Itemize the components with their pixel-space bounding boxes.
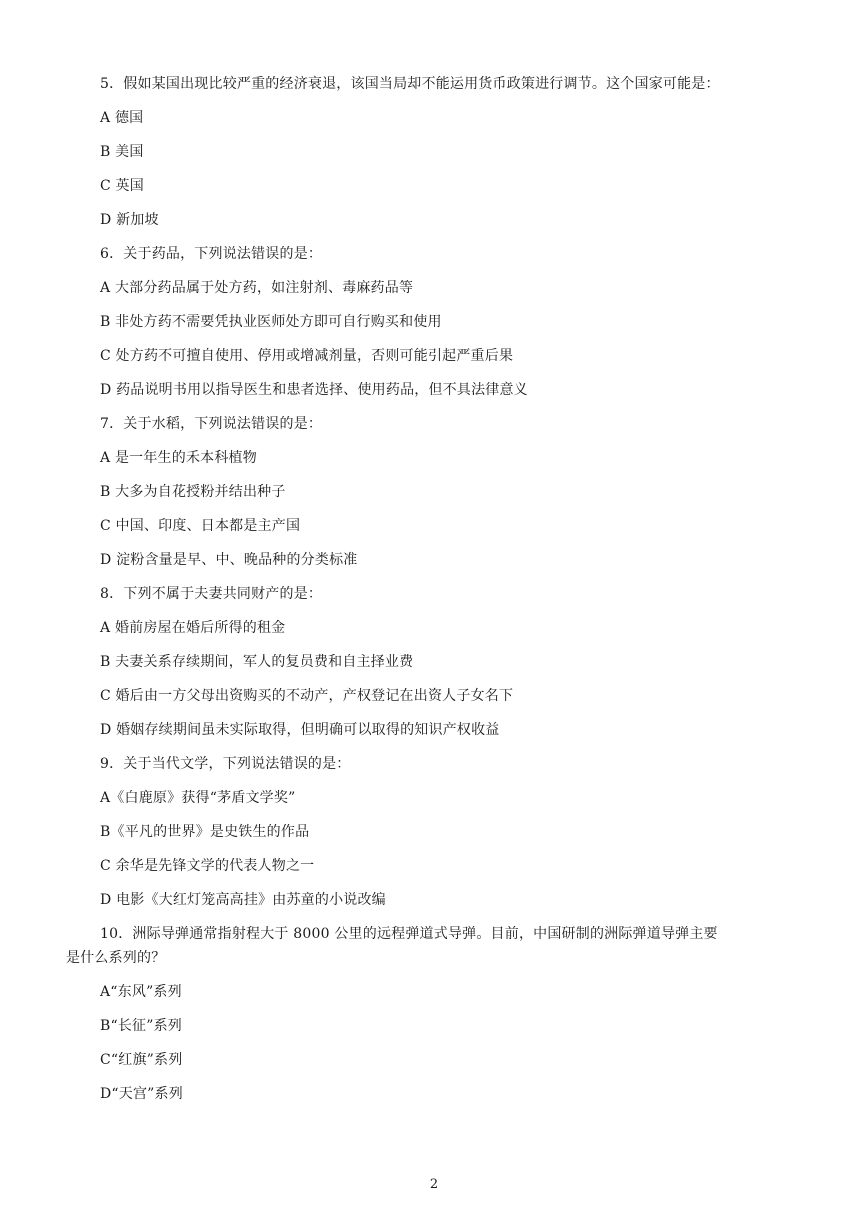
option-c: C 英国	[100, 178, 144, 194]
option-d: D“天宫”系列	[100, 1086, 183, 1102]
option-b: B 夫妻关系存续期间，军人的复员费和自主择业费	[100, 654, 414, 670]
option-b: B 非处方药不需要凭执业医师处方即可自行购买和使用	[100, 314, 442, 330]
question-7	[66, 412, 726, 572]
option-c: C 余华是先锋文学的代表人物之一	[100, 858, 315, 874]
option-c: C“红旗”系列	[100, 1052, 183, 1068]
option-b: B 大多为自花授粉并结出种子	[100, 484, 286, 500]
option-b: B《平凡的世界》是史铁生的作品	[100, 824, 310, 840]
question-stem: 9．关于当代文学，下列说法错误的是：	[100, 756, 351, 772]
option-c: C 中国、印度、日本都是主产国	[100, 518, 301, 534]
question-8	[66, 582, 726, 742]
question-10	[66, 922, 726, 1106]
question-list	[66, 72, 726, 1106]
option-a: A 是一年生的禾本科植物	[100, 450, 257, 466]
question-stem: 5．假如某国出现比较严重的经济衰退，该国当局却不能运用货币政策进行调节。这个国家可能是：	[100, 76, 720, 92]
option-d: D 药品说明书用以指导医生和患者选择、使用药品，但不具法律意义	[100, 382, 528, 398]
page-number: 2	[429, 1177, 439, 1192]
question-stem: 6．关于药品，下列说法错误的是：	[100, 246, 323, 262]
option-b: B“长征”系列	[100, 1018, 183, 1034]
question-9	[66, 752, 726, 912]
question-stem: 10．洲际导弹通常指射程大于 8000 公里的远程弹道式导弹。目前，中国研制的洲际弹道导弹主要是什么系列的？	[66, 926, 718, 966]
option-c: C 婚后由一方父母出资购买的不动产，产权登记在出资人子女名下	[100, 688, 514, 704]
question-stem: 8．下列不属于夫妻共同财产的是：	[100, 586, 323, 602]
question-stem: 7．关于水稻，下列说法错误的是：	[100, 416, 323, 432]
option-d: D 新加坡	[100, 212, 159, 228]
option-a: A 大部分药品属于处方药，如注射剂、毒麻药品等	[100, 280, 414, 296]
question-6	[66, 242, 726, 402]
option-a: A 德国	[100, 110, 144, 126]
option-b: B 美国	[100, 144, 144, 160]
option-c: C 处方药不可擅自使用、停用或增减剂量，否则可能引起严重后果	[100, 348, 514, 364]
option-a: A“东风”系列	[100, 984, 182, 1000]
option-a: A 婚前房屋在婚后所得的租金	[100, 620, 286, 636]
option-d: D 淀粉含量是早、中、晚品种的分类标准	[100, 552, 358, 568]
question-5	[66, 72, 726, 232]
option-d: D 电影《大红灯笼高高挂》由苏童的小说改编	[100, 892, 386, 908]
option-a: A《白鹿原》获得“茅盾文学奖”	[100, 790, 296, 806]
option-d: D 婚姻存续期间虽未实际取得，但明确可以取得的知识产权收益	[100, 722, 500, 738]
